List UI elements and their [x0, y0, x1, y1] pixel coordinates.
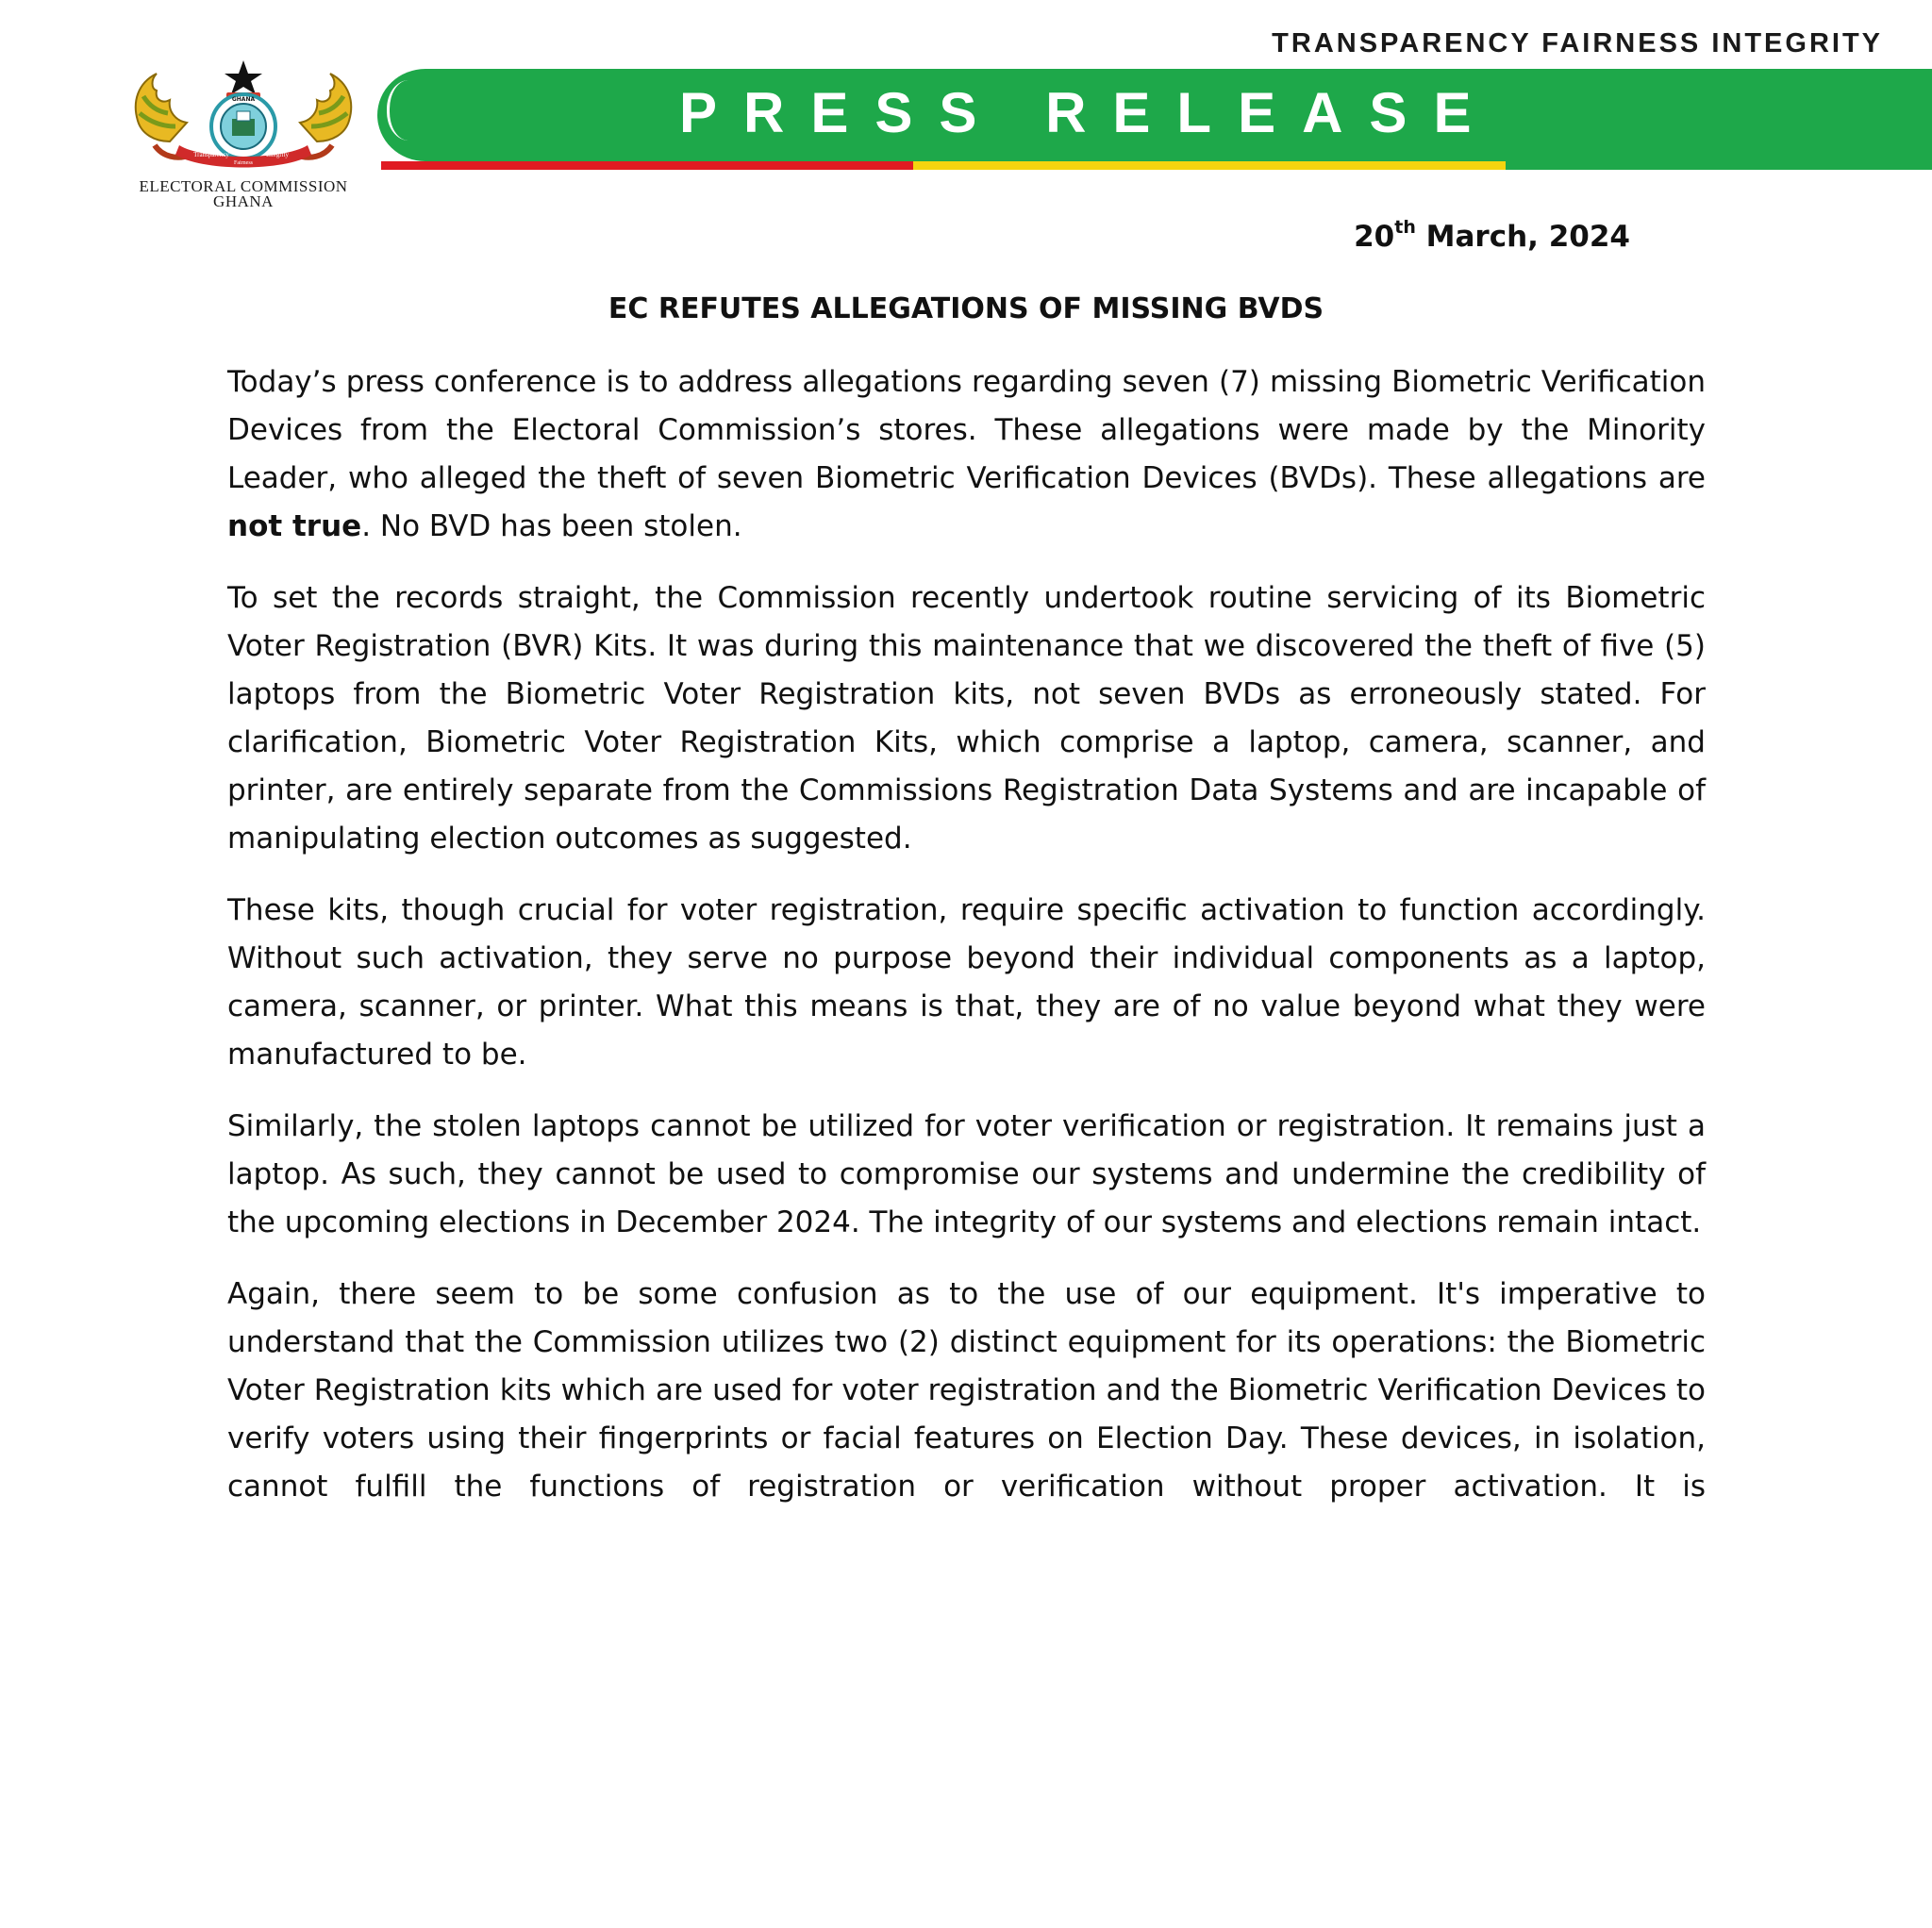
ribbon-bottom-text: Fairness	[234, 160, 253, 166]
paragraph-1-bold: not true	[227, 509, 362, 543]
left-eagle-icon	[136, 74, 191, 158]
black-star-icon	[225, 60, 262, 94]
date-suffix: th	[1394, 217, 1416, 238]
paragraph-3: These kits, though crucial for voter registration, require specific activation to function accordingly. Without such activation, they serve no purpose beyond their individual components as a laptop, camera, scanner, or printer. What this means is that, they are of no value beyond what they were manufactured to be.	[227, 893, 1706, 1072]
yellow-stripe	[913, 161, 1506, 170]
motto: TRANSPARENCY FAIRNESS INTEGRITY	[1272, 28, 1883, 58]
paragraph-1	[227, 358, 1706, 551]
ribbon-right-text: Integrity	[265, 151, 290, 158]
banner-title: PRESS RELEASE	[679, 81, 1498, 144]
coat-of-arms-emblem	[128, 55, 358, 175]
green-stripe	[1506, 161, 1932, 170]
paragraph-2: To set the records straight, the Commission recently undertook routine servicing of its Biometric Voter Registration (BVR) Kits. It was during this maintenance that we discovered the theft of five (5) laptops from the Biometric Voter Registration kits, not seven BVDs as erroneously stated. For clarification, Biometric Voter Registration Kits, which comprise a laptop, camera, scanner, and printer, are entirely separate from the Commissions Registration Data Systems and are incapable of manipulating election outcomes as suggested.	[227, 581, 1706, 856]
paragraph-5: Again, there seem to be some confusion as to the use of our equipment. It's imperative to understand that the Commission utilizes two (2) distinct equipment for its operations: the Biometric Voter Registration kits which are used for voter registration and the Biometric Verification Devices to verify voters using their fingerprints or facial features on Election Day. These devices, in isolation, cannot fulfill the functions of registration or verification without proper activation. It is	[227, 1277, 1706, 1504]
logo-caption-line2: GHANA	[213, 192, 274, 210]
seal-text: GHANA	[231, 96, 256, 103]
logo-caption-line1: ELECTORAL COMMISSION	[139, 177, 348, 195]
date-rest: March, 2024	[1415, 220, 1630, 254]
release-date	[1354, 217, 1630, 254]
press-release-banner	[377, 69, 1932, 161]
ribbon-left-text: Transparency	[193, 151, 229, 158]
logo-caption	[111, 179, 375, 209]
red-stripe	[381, 161, 913, 170]
paragraph-4: Similarly, the stolen laptops cannot be utilized for voter verification or registration. It remains just a laptop. As such, they cannot be used to compromise our systems and undermine the credibility of the upcoming elections in December 2024. The integrity of our systems and elections remain intact.	[227, 1109, 1706, 1239]
release-body	[227, 358, 1706, 1535]
date-day: 20	[1354, 220, 1395, 254]
right-eagle-icon	[296, 74, 351, 158]
commission-seal	[211, 94, 275, 158]
electoral-commission-logo	[111, 55, 375, 223]
paragraph-1-text: Today’s press conference is to address allegations regarding seven (7) missing Biometric Verification Devices from the Electoral Commission’s stores. These allegations were made by the Minority Leader, who alleged the theft of seven Biometric Verification Devices (BVDs). These allegations are	[227, 365, 1706, 495]
headline: EC REFUTES ALLEGATIONS OF MISSING BVDS	[608, 292, 1324, 325]
paragraph-1-text-end: . No BVD has been stolen.	[361, 509, 742, 543]
